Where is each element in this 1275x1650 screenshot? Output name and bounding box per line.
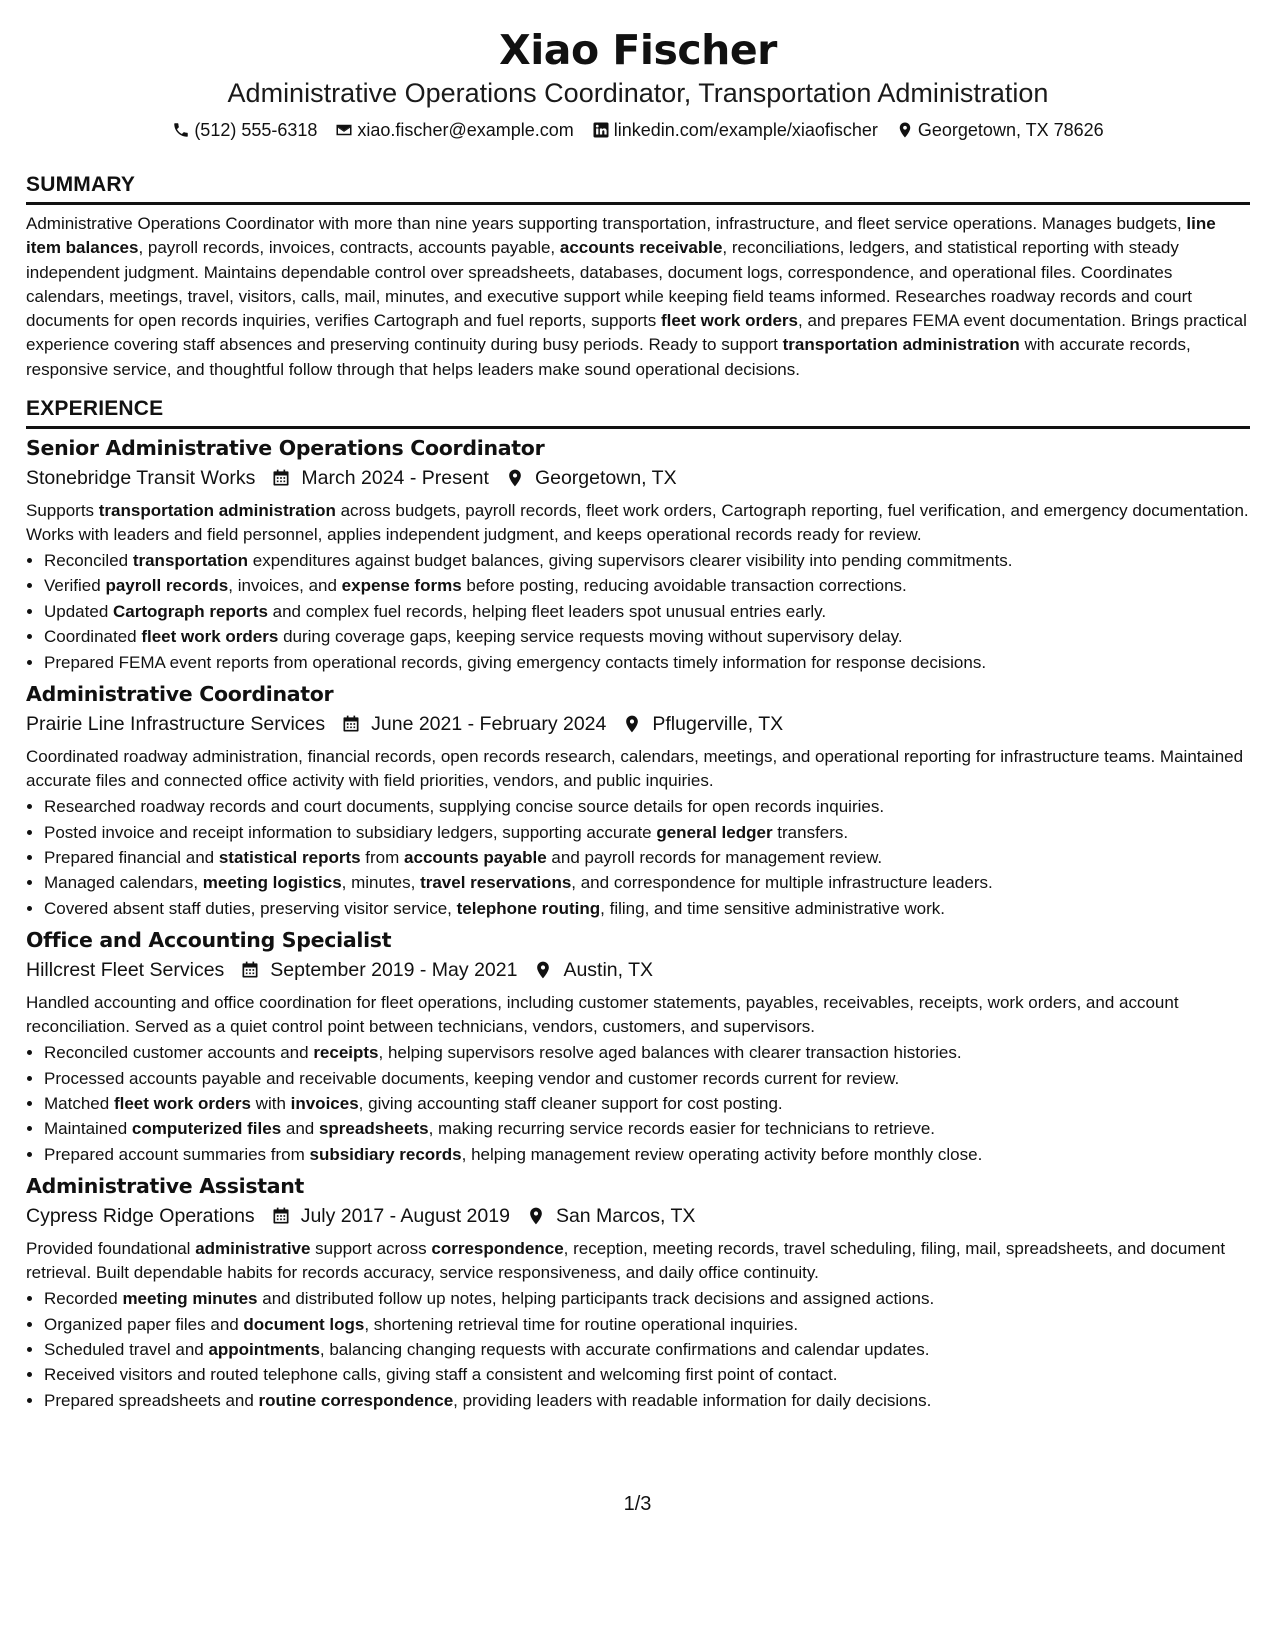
bold-keyword: document logs [243,1314,365,1334]
experience-list [26,435,1250,1413]
contact-phone-text[interactable]: (512) 555-6318 [194,120,318,140]
summary-heading: SUMMARY [26,172,1250,205]
job-company: Hillcrest Fleet Services [26,959,225,982]
job-bullet: • Managed calendars, meeting logistics, minutes, travel reservations, and correspondence for multiple infrastructure leaders. [44,870,1250,895]
job-company: Prairie Line Infrastructure Services [26,713,326,736]
map-pin-icon [896,121,914,139]
job-bullet: • Covered absent staff duties, preserving visitor service, telephone routing, filing, and time sensitive administrative work. [44,896,1250,921]
job-bullet: • Processed accounts payable and receivable documents, keeping vendor and customer records current for review. [44,1066,1250,1091]
job-location: Georgetown, TX [534,467,677,490]
contact-row [26,118,1250,142]
job-title: Senior Administrative Operations Coordinator [26,436,545,461]
job-description: Provided foundational administrative support across correspondence, reception, meeting records, travel scheduling, filing, mail, spreadsheets, and document retrieval. Built dependable habits for records accuracy, service responsiveness, and daily office continuity. [26,1239,1226,1282]
summary-text: Administrative Operations Coordinator with more than nine years supporting transportation, infrastructure, and fleet service operations. Manages budgets, line item balances, payroll records, invoices, contracts, accounts payable, accounts receivable, reconciliations, ledgers, and statistical reporting with steady independent judgment. Maintains dependable control over spreadsheets, databases, document logs, correspondence, and operational files. Coordinates calendars, meetings, travel, visitors, calls, mail, minutes, and executive support while keeping field teams informed. Researches roadway records and court documents for open records inquiries, verifies Cartograph and fuel reports, supports fleet work orders, and prepares FEMA event documentation. Brings practical experience covering staff absences and preserving continuity during busy periods. Ready to support transportation administration with accurate records, responsive service, and thoughtful follow through that helps leaders make sound operational decisions. [26,214,1247,379]
job-bullet: • Verified payroll records, invoices, and expense forms before posting, reducing avoidable transaction corrections. [44,573,1250,598]
bold-keyword: accounts payable [404,847,547,867]
bold-keyword: payroll records [105,576,229,596]
map-pin-icon [533,960,553,980]
job-description: Coordinated roadway administration, financial records, open records research, calendars, meetings, and operational reporting for infrastructure teams. Maintained accurate files and connected office activity with field priorities, vendors, and public inquiries. [26,747,1244,790]
bold-keyword: expense forms [341,576,462,596]
bold-keyword: meeting minutes [122,1289,258,1309]
calendar-icon [341,714,361,734]
job-company: Stonebridge Transit Works [26,467,256,490]
job-bullet: • Reconciled customer accounts and receipts, helping supervisors resolve aged balances with clearer transaction histories. [44,1040,1250,1065]
bold-keyword: appointments [208,1339,320,1359]
job-title: Administrative Assistant [26,1174,305,1199]
bold-keyword: statistical reports [218,847,361,867]
envelope-icon [335,121,353,139]
job-bullet: • Prepared account summaries from subsidiary records, helping management review operating activity before monthly close. [44,1142,1250,1167]
bold-keyword: computerized files [131,1119,282,1139]
job-bullet: • Prepared FEMA event reports from operational records, giving emergency contacts timely information for response decisions. [44,650,1250,675]
job-entry [26,435,1250,675]
bold-keyword: telephone routing [456,898,601,918]
contact-email-text[interactable]: xiao.fischer@example.com [357,120,574,140]
bold-keyword: transportation [132,551,249,571]
bold-keyword: fleet work orders [141,627,279,647]
job-description: Supports transportation administration across budgets, payroll records, fleet work orders, Cartograph reporting, fuel verification, and emergency documentation. Works with leaders and field personnel, applies independent judgment, and keeps operational records ready for review. [26,501,1249,544]
contact-email [335,118,573,142]
job-meta [26,711,1250,737]
job-meta [26,957,1250,983]
job-bullet: • Prepared financial and statistical reports from accounts payable and payroll records for management review. [44,845,1250,870]
contact-linkedin [592,118,878,142]
job-description: Handled accounting and office coordination for fleet operations, including customer statements, payables, receivables, receipts, work orders, and account reconciliation. Served as a quiet control point between technicians, vendors, customers, and supervisors. [26,993,1179,1036]
job-bullet: • Recorded meeting minutes and distributed follow up notes, helping participants track decisions and assigned actions. [44,1286,1250,1311]
contact-location-text: Georgetown, TX 78626 [917,120,1104,140]
candidate-role: Administrative Operations Coordinator, Transportation Administration [227,78,1049,108]
bold-keyword: travel reservations [420,873,572,893]
calendar-icon [271,468,291,488]
linkedin-icon [592,121,610,139]
job-bullet: • Updated Cartograph reports and complex fuel records, helping fleet leaders spot unusual entries early. [44,599,1250,624]
job-company: Cypress Ridge Operations [26,1205,255,1228]
job-bullets [26,1040,1250,1167]
job-bullet: • Coordinated fleet work orders during coverage gaps, keeping service requests moving without supervisory delay. [44,624,1250,649]
job-bullet: • Organized paper files and document logs, shortening retrieval time for routine operational inquiries. [44,1312,1250,1337]
job-bullet: • Received visitors and routed telephone calls, giving staff a consistent and welcoming first point of contact. [44,1362,1250,1387]
job-bullet: • Researched roadway records and court documents, supplying concise source details for open records inquiries. [44,794,1250,819]
contact-location [896,118,1104,142]
job-bullet: • Matched fleet work orders with invoices, giving accounting staff cleaner support for cost posting. [44,1091,1250,1116]
map-pin-icon [505,468,525,488]
job-location: Austin, TX [563,959,654,982]
bold-keyword: receipts [313,1043,379,1063]
bold-keyword: Cartograph reports [113,601,268,621]
phone-icon [172,121,190,139]
bold-keyword: meeting logistics [202,873,342,893]
calendar-icon [271,1206,291,1226]
job-dates: September 2019 - May 2021 [270,959,518,982]
job-bullets [26,548,1250,675]
page-number: 1/3 [623,1493,652,1515]
resume-page [26,0,1250,1413]
job-dates: July 2017 - August 2019 [300,1205,510,1228]
job-location: Pflugerville, TX [652,713,784,736]
job-meta [26,1203,1250,1229]
map-pin-icon [622,714,642,734]
bold-keyword: general ledger [656,822,773,842]
bold-keyword: accounts receivable [559,238,723,258]
job-bullets [26,794,1250,921]
bold-keyword: correspondence [431,1239,564,1259]
bold-keyword: subsidiary records [309,1144,462,1164]
job-title: Office and Accounting Specialist [26,928,392,953]
bold-keyword: fleet work orders [113,1093,251,1113]
contact-linkedin-text[interactable]: linkedin.com/example/xiaofischer [613,120,878,140]
job-dates: June 2021 - February 2024 [371,713,607,736]
job-meta [26,465,1250,491]
job-location: San Marcos, TX [555,1205,696,1228]
bold-keyword: fleet work orders [661,311,798,331]
job-entry [26,927,1250,1167]
job-entry [26,681,1250,921]
bold-keyword: line item balances [26,214,1216,258]
job-bullet: • Maintained computerized files and spreadsheets, making recurring service records easier for technicians to retrieve. [44,1116,1250,1141]
job-bullet: • Prepared spreadsheets and routine correspondence, providing leaders with readable information for daily decisions. [44,1388,1250,1413]
bold-keyword: transportation administration [98,501,336,521]
job-entry [26,1173,1250,1413]
job-bullet: • Posted invoice and receipt information to subsidiary ledgers, supporting accurate general ledger transfers. [44,820,1250,845]
resume-header [26,26,1250,142]
contact-phone [172,118,317,142]
candidate-name: Xiao Fischer [499,26,777,74]
job-bullet: • Reconciled transportation expenditures against budget balances, giving supervisors clearer visibility into pending commitments. [44,548,1250,573]
bold-keyword: invoices [290,1093,359,1113]
bold-keyword: routine correspondence [258,1390,454,1410]
job-dates: March 2024 - Present [301,467,489,490]
calendar-icon [240,960,260,980]
bold-keyword: transportation administration [782,335,1020,355]
job-bullets [26,1286,1250,1413]
map-pin-icon [526,1206,546,1226]
job-bullet: • Scheduled travel and appointments, balancing changing requests with accurate confirmations and calendar updates. [44,1337,1250,1362]
bold-keyword: spreadsheets [318,1119,429,1139]
job-title: Administrative Coordinator [26,682,334,707]
experience-heading: EXPERIENCE [26,396,1250,429]
bold-keyword: administrative [195,1239,311,1259]
